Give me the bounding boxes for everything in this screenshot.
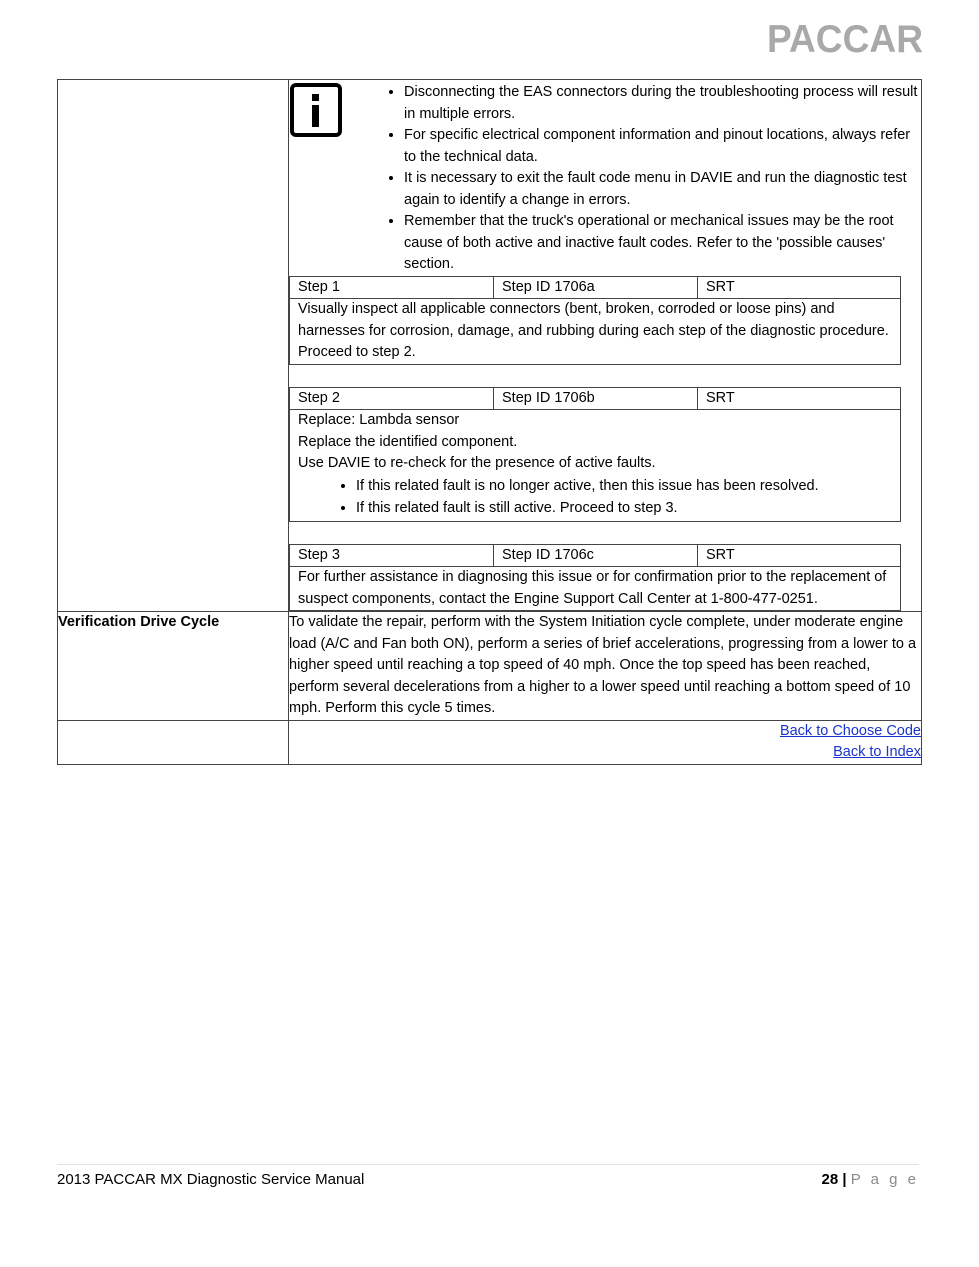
verification-row: [58, 612, 922, 721]
footer-page-info: [822, 1167, 920, 1193]
page-number: 28: [821, 1171, 839, 1188]
links-label-cell: [58, 720, 289, 764]
back-to-choose-code-link[interactable]: Back to Choose Code: [779, 722, 921, 739]
paccar-logo: [767, 18, 923, 58]
steps-content-cell: [289, 80, 922, 612]
verification-text: To validate the repair, perform with the System Initiation cycle complete, under moderate engine load (A/C and Fan both ON), perform a series of brief accelerations, progressing from a lower to a higher speed until reaching a top speed of 40 mph. Once the top speed has been reached, perform several decelerations from a higher to a lower speed until reaching a bottom speed of 10 mph. Perform this cycle 5 times.: [289, 612, 922, 721]
step-1-table: [289, 276, 901, 365]
step-3-table: [289, 544, 901, 612]
step-text: Replace the identified component.: [298, 433, 518, 450]
step-id: Step ID 1706b: [494, 387, 698, 410]
step-number: Step 1: [290, 276, 494, 299]
note-bullet: • For specific electrical component information and pinout locations, always refer to the technical data.: [404, 125, 921, 168]
step-srt: SRT: [698, 387, 901, 410]
steps-row: [58, 80, 922, 612]
step-bullet: • If this related fault is still active. Proceed to step 3.: [356, 497, 892, 520]
note-bullet-list: [377, 82, 921, 276]
links-cell: [289, 720, 922, 764]
step-id: Step ID 1706c: [494, 544, 698, 567]
back-to-index-link[interactable]: Back to Index: [833, 744, 921, 761]
note-bullet: • Disconnecting the EAS connectors during the troubleshooting process will result in multiple errors.: [404, 82, 921, 125]
note-bullet: • Remember that the truck's operational or mechanical issues may be the root cause of both active and inactive fault codes. Refer to the 'possible causes' section.: [404, 211, 921, 276]
verification-label: Verification Drive Cycle: [58, 612, 289, 721]
step-number: Step 3: [290, 544, 494, 567]
step-2-table: [289, 387, 901, 522]
logo-text: PACCAR: [767, 18, 923, 58]
links-row: [58, 720, 922, 764]
step-bullet: • If this related fault is no longer active, then this issue has been resolved.: [356, 475, 892, 498]
page-footer: [57, 1164, 919, 1197]
page-label: P a g e: [850, 1171, 919, 1188]
step-text: Replace: Lambda sensor: [298, 412, 460, 428]
step-body: [290, 410, 901, 522]
step-text: For further assistance in diagnosing this issue or for confirmation prior to the replacement of suspect components, contact the Engine Support Call Center at 1-800-477-0251.: [298, 569, 887, 607]
page-separator: |: [842, 1171, 847, 1188]
footer-title: 2013 PACCAR MX Diagnostic Service Manual: [57, 1171, 365, 1188]
procedure-table: [57, 79, 922, 765]
step-srt: SRT: [698, 276, 901, 299]
note-bullet: • It is necessary to exit the fault code menu in DAVIE and run the diagnostic test again to identify a change in errors.: [404, 168, 921, 211]
step-text: Use DAVIE to re-check for the presence of active faults.: [298, 455, 656, 471]
step-bullet-list: [298, 475, 892, 520]
steps-label-cell: [58, 80, 289, 612]
step-text: Visually inspect all applicable connectors (bent, broken, corroded or loose pins) and harnesses for corrosion, damage, and rubbing during each step of the diagnostic procedure. Proceed to step 2.: [298, 301, 889, 360]
step-srt: SRT: [698, 544, 901, 567]
step-body: [290, 299, 901, 365]
info-note: [289, 82, 921, 276]
step-number: Step 2: [290, 387, 494, 410]
step-body: [290, 567, 901, 611]
step-id: Step ID 1706a: [494, 276, 698, 299]
info-icon: [290, 83, 342, 137]
